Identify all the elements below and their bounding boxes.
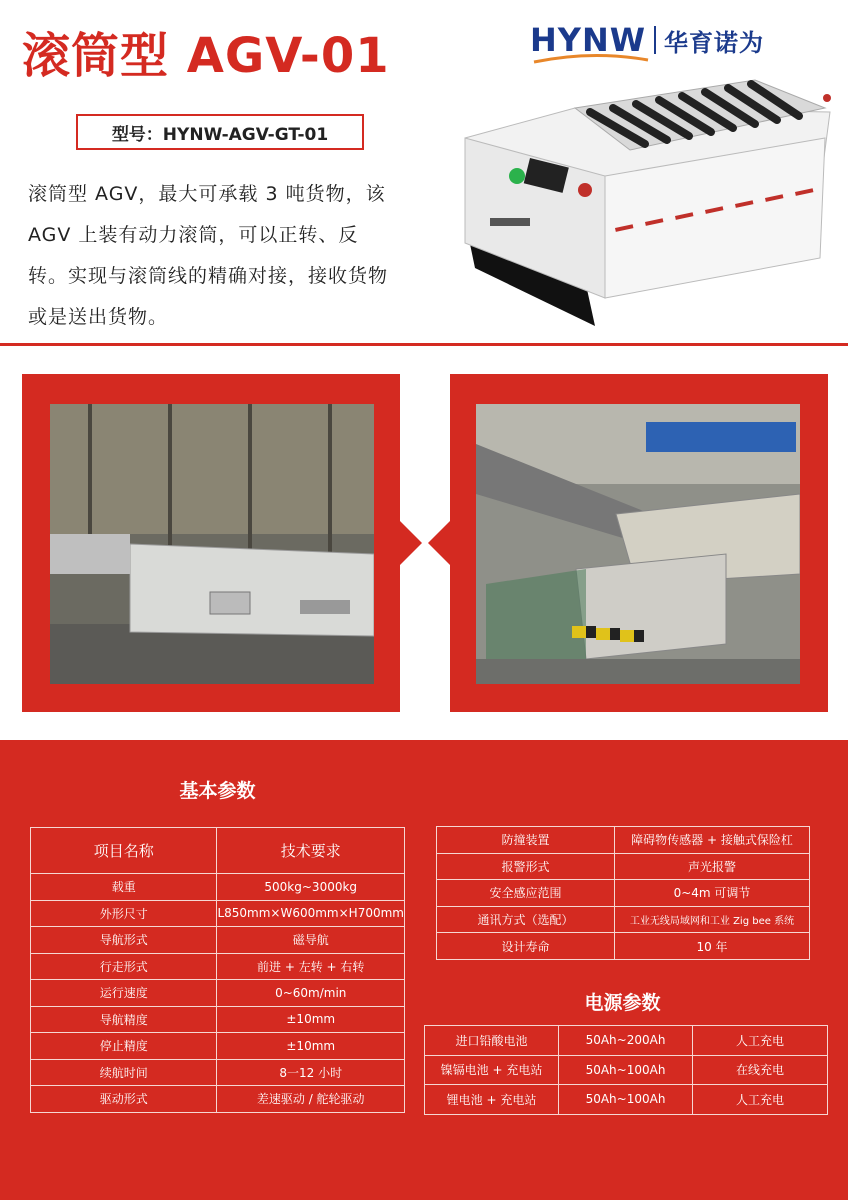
column-header-item: 项目名称 — [31, 828, 217, 874]
factory-photo-right — [476, 404, 800, 684]
table-cell: 导航精度 — [31, 1006, 217, 1033]
table-cell: 镍镉电池 + 充电站 — [425, 1055, 559, 1085]
table-cell: 磁导航 — [217, 927, 405, 954]
table-cell: 障碍物传感器 + 接触式保险杠 — [615, 827, 810, 854]
logo-swoosh-icon — [532, 52, 650, 64]
table-row — [31, 1059, 405, 1086]
table-row — [437, 880, 810, 907]
table-cell: ±10mm — [217, 1033, 405, 1060]
table-cell: 锂电池 + 充电站 — [425, 1085, 559, 1115]
table-cell: 声光报警 — [615, 853, 810, 880]
basic-params-table — [30, 827, 405, 1113]
table-cell: 人工充电 — [693, 1026, 828, 1056]
table-row — [31, 1033, 405, 1060]
table-row — [31, 874, 405, 901]
panel-connector-right — [428, 521, 450, 565]
section-divider — [0, 343, 848, 346]
table-cell: 8一12 小时 — [217, 1059, 405, 1086]
table-row — [425, 1085, 828, 1115]
table-cell: 设计寿命 — [437, 933, 615, 960]
logo-divider — [654, 26, 656, 54]
logo-wordmark — [530, 20, 646, 60]
table-cell: 工业无线局域网和工业 Zig bee 系统 — [615, 906, 810, 933]
column-header-requirement: 技术要求 — [217, 828, 405, 874]
table-cell: 外形尺寸 — [31, 900, 217, 927]
panel-connector-left — [400, 521, 422, 565]
table-cell: 50Ah~100Ah — [559, 1055, 693, 1085]
brand-logo — [530, 20, 764, 60]
product-image — [455, 68, 835, 330]
table-cell: 差速驱动 / 舵轮驱动 — [217, 1086, 405, 1113]
table-cell: 安全感应范围 — [437, 880, 615, 907]
model-number-box: 型号：HYNW-AGV-GT-01 — [76, 114, 364, 150]
table-header-row — [31, 828, 405, 874]
table-cell: 运行速度 — [31, 980, 217, 1007]
table-row — [425, 1055, 828, 1085]
table-row — [31, 1086, 405, 1113]
product-description: 滚筒型 AGV，最大可承载 3 吨货物，该 AGV 上装有动力滚筒，可以正转、反转。实现与滚筒线的精确对接，接收货物或是送出货物。 — [28, 183, 389, 328]
power-params-table — [424, 1025, 828, 1115]
table-cell: 前进 + 左转 + 右转 — [217, 953, 405, 980]
table-cell: 0~4m 可调节 — [615, 880, 810, 907]
table-cell: 报警形式 — [437, 853, 615, 880]
table-row — [31, 1006, 405, 1033]
table-cell: 0~60m/min — [217, 980, 405, 1007]
table-row — [437, 906, 810, 933]
table-cell: 通讯方式（选配） — [437, 906, 615, 933]
table-cell: L850mm×W600mm×H700mm — [217, 900, 405, 927]
power-params-title: 电源参数 — [584, 992, 661, 1014]
table-row — [31, 980, 405, 1007]
table-cell: 导航形式 — [31, 927, 217, 954]
table-cell: ±10mm — [217, 1006, 405, 1033]
table-row — [31, 900, 405, 927]
logo-cn-text: 华育诺为 — [664, 28, 765, 57]
table-cell: 500kg~3000kg — [217, 874, 405, 901]
table-cell: 防撞装置 — [437, 827, 615, 854]
table-row — [31, 927, 405, 954]
table-cell: 人工充电 — [693, 1085, 828, 1115]
page-title: 滚筒型 AGV-01 — [22, 28, 390, 84]
table-row — [31, 953, 405, 980]
table-cell: 停止精度 — [31, 1033, 217, 1060]
extra-params-table — [436, 826, 810, 960]
table-row — [437, 853, 810, 880]
logo-en-text: HYNW — [530, 21, 647, 59]
table-cell: 50Ah~200Ah — [559, 1026, 693, 1056]
table-cell: 50Ah~100Ah — [559, 1085, 693, 1115]
table-cell: 载重 — [31, 874, 217, 901]
table-cell: 行走形式 — [31, 953, 217, 980]
factory-photo-left — [50, 404, 374, 684]
basic-params-title: 基本参数 — [179, 780, 256, 802]
table-cell: 续航时间 — [31, 1059, 217, 1086]
table-cell: 在线充电 — [693, 1055, 828, 1085]
table-row — [425, 1026, 828, 1056]
table-cell: 进口铅酸电池 — [425, 1026, 559, 1056]
table-row — [437, 827, 810, 854]
table-row — [437, 933, 810, 960]
table-cell: 驱动形式 — [31, 1086, 217, 1113]
table-cell: 10 年 — [615, 933, 810, 960]
